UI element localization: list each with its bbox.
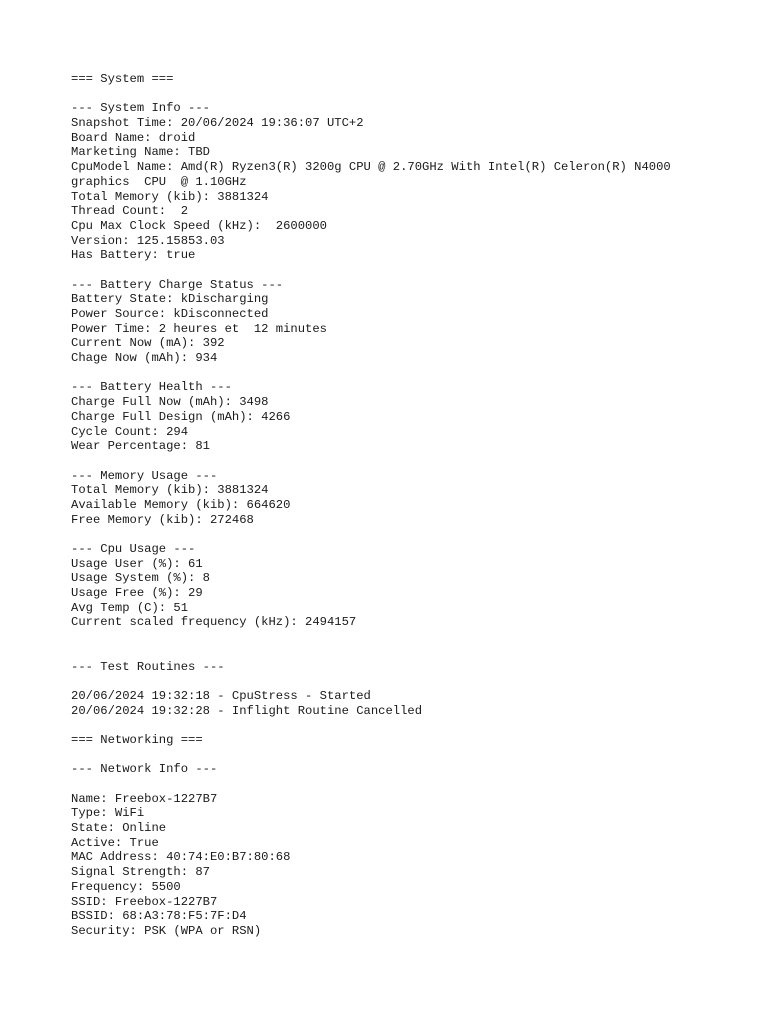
cpu-usage-section [71, 542, 751, 630]
network-info-section [71, 762, 751, 938]
frequency-line: Frequency: 5500 [71, 879, 181, 894]
diagnostics-document [71, 72, 751, 939]
ssid-line: SSID: Freebox-1227B7 [71, 894, 218, 909]
battery-charge-heading: --- Battery Charge Status --- [71, 277, 284, 292]
system-heading: === System === [71, 72, 174, 86]
current-now-line: Current Now (mA): 392 [71, 336, 225, 351]
total-memory-line: Total Memory (kib): 3881324 [71, 189, 269, 204]
marketing-name-line: Marketing Name: TBD [71, 145, 210, 160]
usage-user-line: Usage User (%): 61 [71, 556, 203, 571]
version-line: Version: 125.15853.03 [71, 233, 225, 248]
network-name-line: Name: Freebox-1227B7 [71, 791, 218, 806]
test-routine-entry: 20/06/2024 19:32:18 - CpuStress - Started [71, 688, 371, 703]
memory-available-line: Available Memory (kib): 664620 [71, 497, 291, 512]
charge-full-now-line: Charge Full Now (mAh): 3498 [71, 395, 269, 410]
cpu-model-line: CpuModel Name: Amd(R) Ryzen3(R) 3200g CPU @ 2.70GHz With Intel(R) Celeron(R) N4000 [71, 160, 671, 175]
memory-usage-heading: --- Memory Usage --- [71, 468, 218, 483]
network-state-line: State: Online [71, 821, 167, 836]
usage-system-line: Usage System (%): 8 [71, 571, 210, 586]
network-type-line: Type: WiFi [71, 806, 145, 821]
board-name-line: Board Name: droid [71, 130, 196, 145]
battery-health-section [71, 380, 751, 453]
avg-temp-line: Avg Temp (C): 51 [71, 600, 189, 615]
charge-full-design-line: Charge Full Design (mAh): 4266 [71, 409, 291, 424]
system-info-heading: --- System Info --- [71, 101, 210, 116]
battery-state-line: Battery State: kDischarging [71, 292, 269, 307]
test-routines-heading: --- Test Routines --- [71, 659, 225, 674]
battery-health-heading: --- Battery Health --- [71, 380, 232, 395]
network-active-line: Active: True [71, 835, 159, 850]
test-routine-entry: 20/06/2024 19:32:28 - Inflight Routine Cancelled [71, 703, 423, 718]
network-info-heading: --- Network Info --- [71, 762, 218, 777]
power-time-line: Power Time: 2 heures et 12 minutes [71, 321, 327, 336]
test-routines-section [71, 660, 751, 719]
has-battery-line: Has Battery: true [71, 248, 196, 263]
cycle-count-line: Cycle Count: 294 [71, 424, 189, 439]
cpu-model-continued-line: graphics CPU @ 1.10GHz [71, 174, 247, 189]
wear-percentage-line: Wear Percentage: 81 [71, 439, 210, 454]
bssid-line: BSSID: 68:A3:78:F5:7F:D4 [71, 909, 247, 924]
system-info-section [71, 101, 751, 263]
snapshot-time-line: Snapshot Time: 20/06/2024 19:36:07 UTC+2 [71, 116, 364, 131]
battery-charge-section [71, 278, 751, 366]
cpu-usage-heading: --- Cpu Usage --- [71, 542, 196, 556]
scaled-frequency-line: Current scaled frequency (kHz): 2494157 [71, 615, 357, 630]
usage-free-line: Usage Free (%): 29 [71, 586, 203, 601]
networking-heading: === Networking === [71, 732, 203, 747]
memory-usage-section [71, 469, 751, 528]
security-line: Security: PSK (WPA or RSN) [71, 923, 262, 938]
charge-now-line: Chage Now (mAh): 934 [71, 351, 218, 366]
thread-count-line: Thread Count: 2 [71, 204, 189, 219]
memory-total-line: Total Memory (kib): 3881324 [71, 483, 269, 498]
cpu-max-clock-line: Cpu Max Clock Speed (kHz): 2600000 [71, 218, 327, 233]
signal-strength-line: Signal Strength: 87 [71, 865, 210, 880]
mac-address-line: MAC Address: 40:74:E0:B7:80:68 [71, 850, 291, 865]
memory-free-line: Free Memory (kib): 272468 [71, 512, 254, 527]
power-source-line: Power Source: kDisconnected [71, 307, 269, 321]
